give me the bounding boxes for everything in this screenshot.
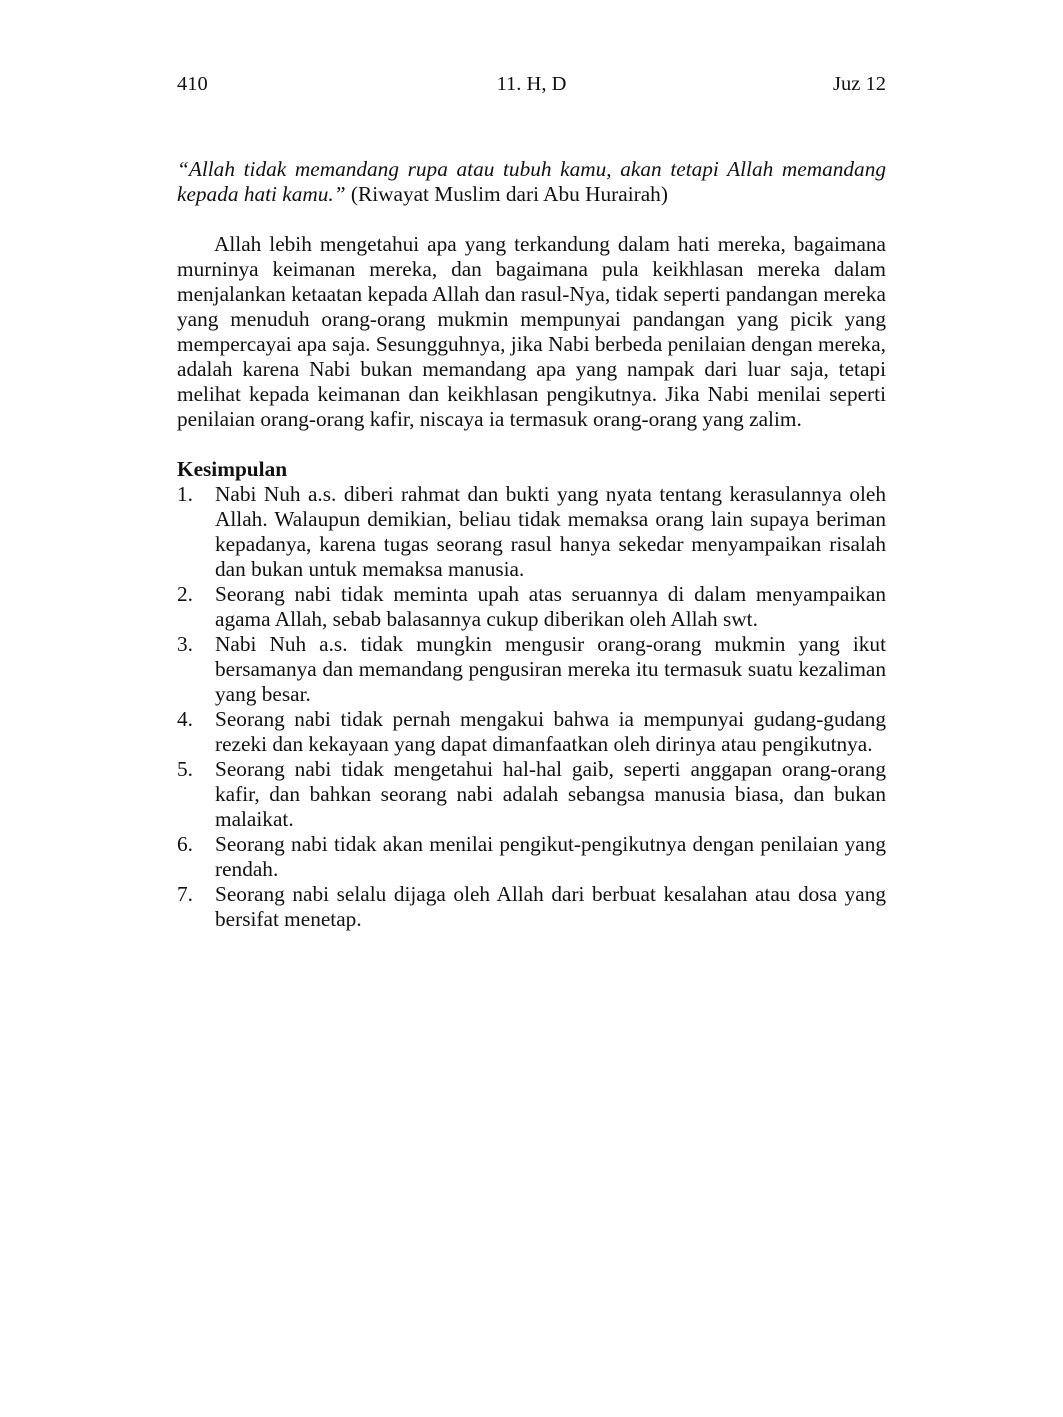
- running-header: [177, 73, 886, 103]
- hadith-quote: [177, 157, 886, 207]
- list-item-text: Nabi Nuh a.s. diberi rahmat dan bukti yang nyata tentang kerasulannya oleh Allah. Walaupun demikian, beliau tidak memaksa orang lain supaya beriman kepadanya, karena tugas seorang rasul hanya sekedar menyampaikan risalah dan bukan untuk memaksa manusia.: [215, 482, 886, 581]
- list-item-number: 3.: [177, 632, 193, 656]
- list-item-text: Nabi Nuh a.s. tidak mungkin mengusir orang-orang mukmin yang ikut bersamanya dan memandang pengusiran mereka itu termasuk suatu kezaliman yang besar.: [215, 632, 886, 706]
- list-item: [177, 832, 886, 882]
- list-item-text: Seorang nabi tidak pernah mengakui bahwa ia mempunyai gudang-gudang rezeki dan kekayaan yang dapat dimanfaatkan oleh dirinya atau pengikutnya.: [215, 707, 886, 756]
- list-item-text: Seorang nabi tidak akan menilai pengikut-pengikutnya dengan penilaian yang rendah.: [215, 832, 886, 881]
- list-item: [177, 582, 886, 632]
- list-item-text: Seorang nabi tidak meminta upah atas seruannya di dalam menyampaikan agama Allah, sebab balasannya cukup diberikan oleh Allah swt.: [215, 582, 886, 631]
- list-item-text: Seorang nabi tidak mengetahui hal-hal gaib, seperti anggapan orang-orang kafir, dan bahkan seorang nabi adalah sebangsa manusia biasa, dan bukan malaikat.: [215, 757, 886, 831]
- body-text: [177, 157, 886, 932]
- chapter-title: 11. H, D: [496, 73, 567, 95]
- page-number: 410: [177, 73, 208, 95]
- list-item: [177, 882, 886, 932]
- explanation-paragraph: Allah lebih mengetahui apa yang terkandung dalam hati mereka, bagaimana murninya keimanan mereka, dan bagaimana pula keikhlasan mereka dalam menjalankan ketaatan kepada Allah dan rasul-Nya, tidak seperti pandangan mereka yang menuduh orang-orang mukmin mempunyai pandangan yang picik yang mempercayai apa saja. Sesungguhnya, jika Nabi berbeda penilaian dengan mereka, adalah karena Nabi bukan memandang apa yang nampak dari luar saja, tetapi melihat kepada keimanan dan keikhlasan pengikutnya. Jika Nabi menilai seperti penilaian orang-orang kafir, niscaya ia termasuk orang-orang yang zalim.: [177, 232, 886, 431]
- list-item-number: 5.: [177, 757, 193, 781]
- list-item: [177, 482, 886, 582]
- hadith-text: “Allah tidak memandang rupa atau tubuh kamu, akan tetapi Allah memandang kepada hati kamu.”: [177, 157, 886, 206]
- list-item: [177, 757, 886, 832]
- conclusion-list: [177, 482, 886, 932]
- conclusion-heading: Kesimpulan: [177, 457, 288, 481]
- list-item-number: 4.: [177, 707, 193, 731]
- list-item: [177, 707, 886, 757]
- list-item-number: 6.: [177, 832, 193, 856]
- hadith-source: (Riwayat Muslim dari Abu Hurairah): [345, 182, 668, 206]
- list-item: [177, 632, 886, 707]
- list-item-number: 2.: [177, 582, 193, 606]
- list-item-text: Seorang nabi selalu dijaga oleh Allah dari berbuat kesalahan atau dosa yang bersifat menetap.: [215, 882, 886, 931]
- list-item-number: 7.: [177, 882, 193, 906]
- list-item-number: 1.: [177, 482, 193, 506]
- juz-label: Juz 12: [833, 73, 886, 95]
